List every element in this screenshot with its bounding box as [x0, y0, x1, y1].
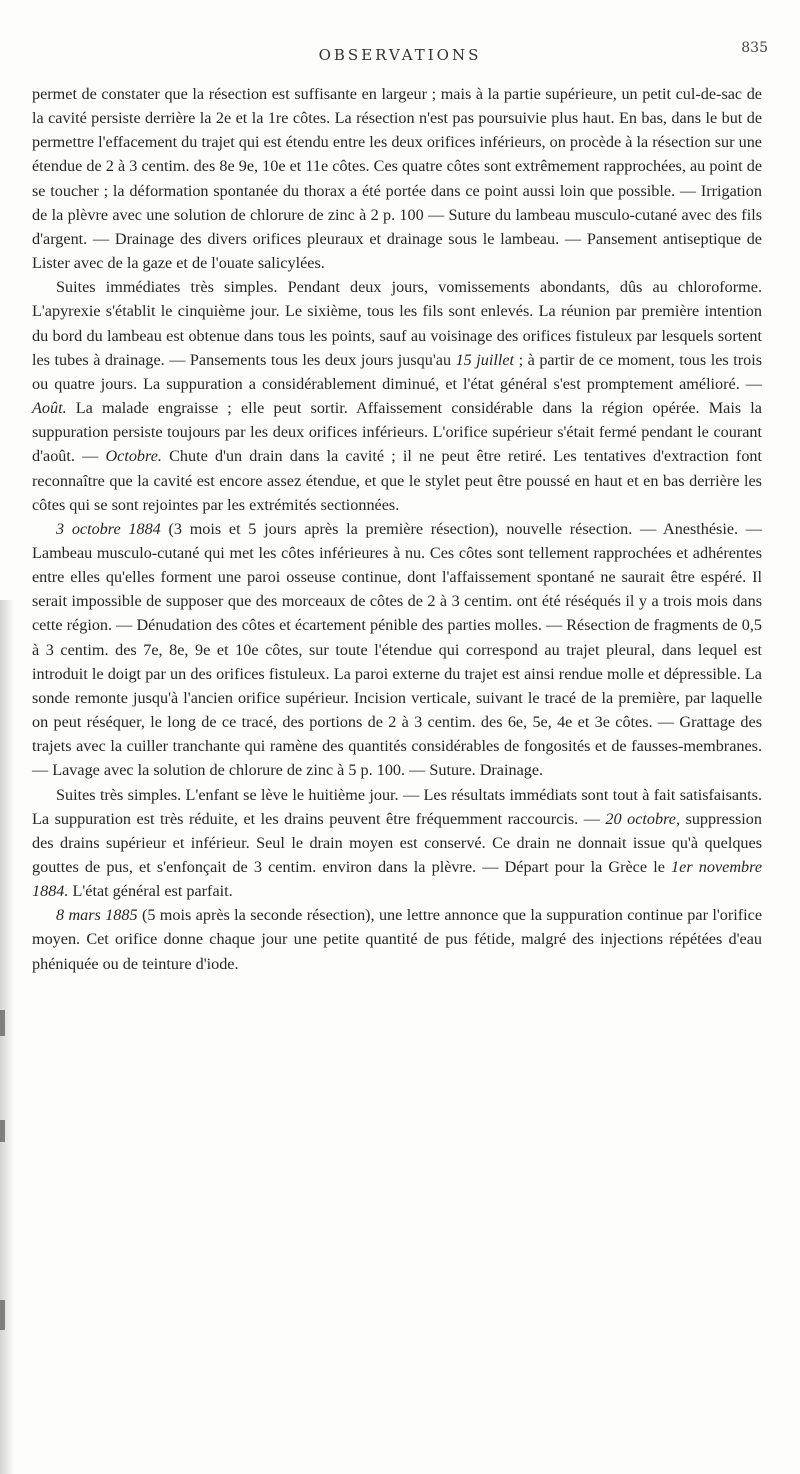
- binding-mark: [0, 1010, 5, 1036]
- paragraph-second-outcome: [32, 783, 762, 904]
- paragraph-second-resection: [32, 517, 762, 783]
- binding-mark: [0, 1120, 5, 1142]
- date-reference: 1er novembre 1884.: [32, 858, 762, 901]
- page-edge-shadow: [0, 600, 14, 1474]
- date-reference: 15 juillet: [455, 350, 515, 369]
- paragraph-text: (5 mois après la seconde résection), une lettre annonce que la suppuration continue par l'orifice moyen. Cet orifice donne chaque jour une petite quantité de pus fétide, malgré des injections répétées d'eau phéniquée ou de teinture d'iode.: [32, 906, 762, 973]
- page-number: 835: [741, 40, 768, 56]
- paragraph-text: L'état général est parfait.: [68, 882, 233, 901]
- date-reference: 3 octobre 1884: [56, 519, 161, 538]
- binding-mark: [0, 1300, 5, 1330]
- paragraph-text: La malade engraisse ; elle peut sortir. Affaissement considérable dans la région opérée. Mais la suppuration persiste toujours par les deux orifices inférieurs. L'orifice supérieur s'était fermé pendant le courant d'août. —: [32, 399, 762, 466]
- date-reference: Octobre.: [105, 447, 162, 466]
- date-reference: Août.: [32, 399, 67, 418]
- date-reference: 8 mars 1885: [56, 906, 138, 925]
- paragraph-text: Chute d'un drain dans la cavité ; il ne peut être retiré. Les tentatives d'extraction font reconnaître que la cavité est encore assez étendue, et que le stylet peut être poussé en haut et en bas derrière les côtes qui se sont rejointes par les extrémités sectionnées.: [32, 447, 762, 514]
- paragraph-text: (3 mois et 5 jours après la première résection), nouvelle résection. — Anesthésie. — Lambeau musculo-cutané qui met les côtes inférieures à nu. Ces côtes sont tellement rapprochées et adhérentes entre elles qu'elles forment une paroi osseuse continue, dont l'affaissement spontané ne saurait être espéré. Il serait impossible de supposer que des morceaux de côtes de 2 à 3 centim. ont été réséqués il y a trois mois dans cette région. — Dénudation des côtes et écartement pénible des parties molles. — Résection de fragments de 0,5 à 3 centim. des 7e, 8e, 9e et 10e côtes, sur toute l'étendue qui correspond au trajet pleural, dans lequel est introduit le doigt par un des orifices fistuleux. La paroi externe du trajet est ainsi rendue molle et dépressible. La sonde remonte jusqu'à l'ancien orifice supérieur. Incision verticale, suivant le tracé de la première, par laquelle on peut réséquer, le long de ce tracé, des portions de 2 à 3 centim. des 6e, 5e, 4e et 3e côtes. — Grattage des trajets avec la cuiller tranchante qui ramène des quantités considérables de fongosités et de fausses-membranes. — Lavage avec la solution de chlorure de zinc à 5 p. 100. — Suture. Drainage.: [32, 519, 762, 780]
- paragraph-followup-letter: [32, 903, 762, 975]
- paragraph-text: permet de constater que la résection est suffisante en largeur ; mais à la partie supérieure, un petit cul-de-sac de la cavité persiste derrière la 2e et la 1re côtes. La résection n'est pas poursuivie plus haut. En bas, dans le but de permettre l'effacement du trajet qui est étendu entre les deux orifices inférieurs, on procède à la résection sur une étendue de 2 à 3 centim. des 8e 9e, 10e et 11e côtes. Ces quatre côtes sont extrêmement rapprochées, au point de se toucher ; la déformation spontanée du thorax a été portée dans ce point aussi loin que possible. — Irrigation de la plèvre avec une solution de chlorure de zinc à 2 p. 100 — Suture du lambeau musculo-cutané avec des fils d'argent. — Drainage des divers orifices pleuraux et drainage sous le lambeau. — Pansement antiseptique de Lister avec de la gaze et de l'ouate salicylées.: [32, 85, 762, 273]
- paragraph-text: , suppression des drains supérieur et inférieur. Seul le drain moyen est conservé. Ce drain ne donnait issue qu'à quelques gouttes de pus, et s'enfonçait de 3 centim. environ dans la plèvre. — Départ pour la Grèce le: [32, 809, 762, 876]
- running-head: OBSERVATIONS: [318, 46, 482, 64]
- paragraph-text: Suites très simples. L'enfant se lève le huitième jour. — Les résultats immédiats sont tout à fait satisfaisants. La suppuration est très réduite, et les drains peuvent être fréquemment raccourcis. —: [32, 785, 762, 828]
- paragraph-immediate-outcome: [32, 275, 762, 517]
- paragraph-text: Suites immédiates très simples. Pendant deux jours, vomissements abondants, dûs au chloroforme. L'apyrexie s'établit le cinquième jour. Le sixième, tous les fils sont enlevés. La réunion par première intention du bord du lambeau est obtenue dans tous les points, sauf au voisinage des orifices fistuleux par lesquels sortent les tubes à drainage. — Pansements tous les deux jours jusqu'au: [32, 278, 762, 369]
- date-reference: 20 octobre: [605, 809, 676, 828]
- paragraph-text: ; à partir de ce moment, tous les trois ou quatre jours. La suppuration a considérablement diminué, et l'état général s'est promptement amélioré. —: [32, 350, 763, 393]
- body-text: [32, 82, 762, 976]
- paragraph-surgery-details: [32, 82, 762, 275]
